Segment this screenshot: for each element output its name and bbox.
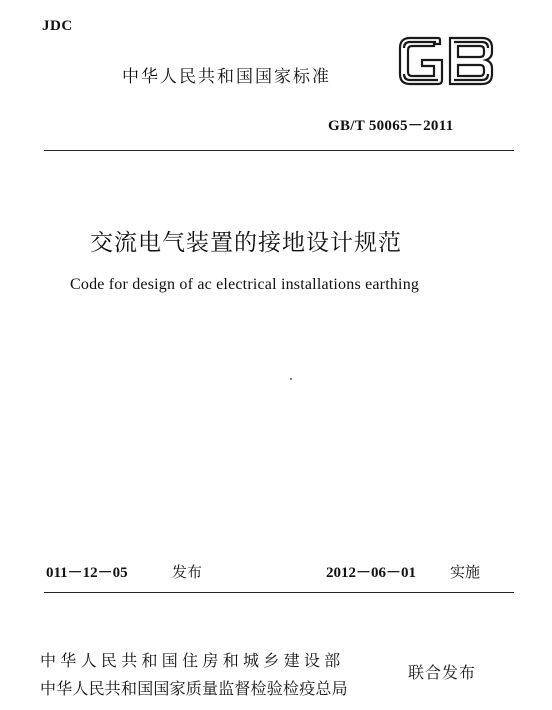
publish-date: 011－12－05 [46,565,128,581]
speck [290,378,292,380]
bottom-rule [44,592,514,593]
effective-date: 2012－06－01 [326,565,417,581]
title-english: Code for design of ac electrical installations earthing [70,276,420,293]
effective-label: 实施 [450,563,481,581]
gb-logo [396,36,496,86]
title-chinese: 交流电气装置的接地设计规范 [90,230,402,256]
joint-publish-label: 联合发布 [408,663,477,682]
publish-label: 发布 [172,563,203,581]
national-standard-label: 中华人民共和国国家标准 [122,67,331,87]
issuer-aqsiq: 中华人民共和国国家质量监督检验检疫总局 [40,679,348,698]
standard-code: GB/T 50065－2011 [328,118,454,134]
udc-label: JDC [42,18,73,34]
issuer-ministry: 中华人民共和国住房和城乡建设部 [40,651,345,670]
top-rule [44,150,514,151]
